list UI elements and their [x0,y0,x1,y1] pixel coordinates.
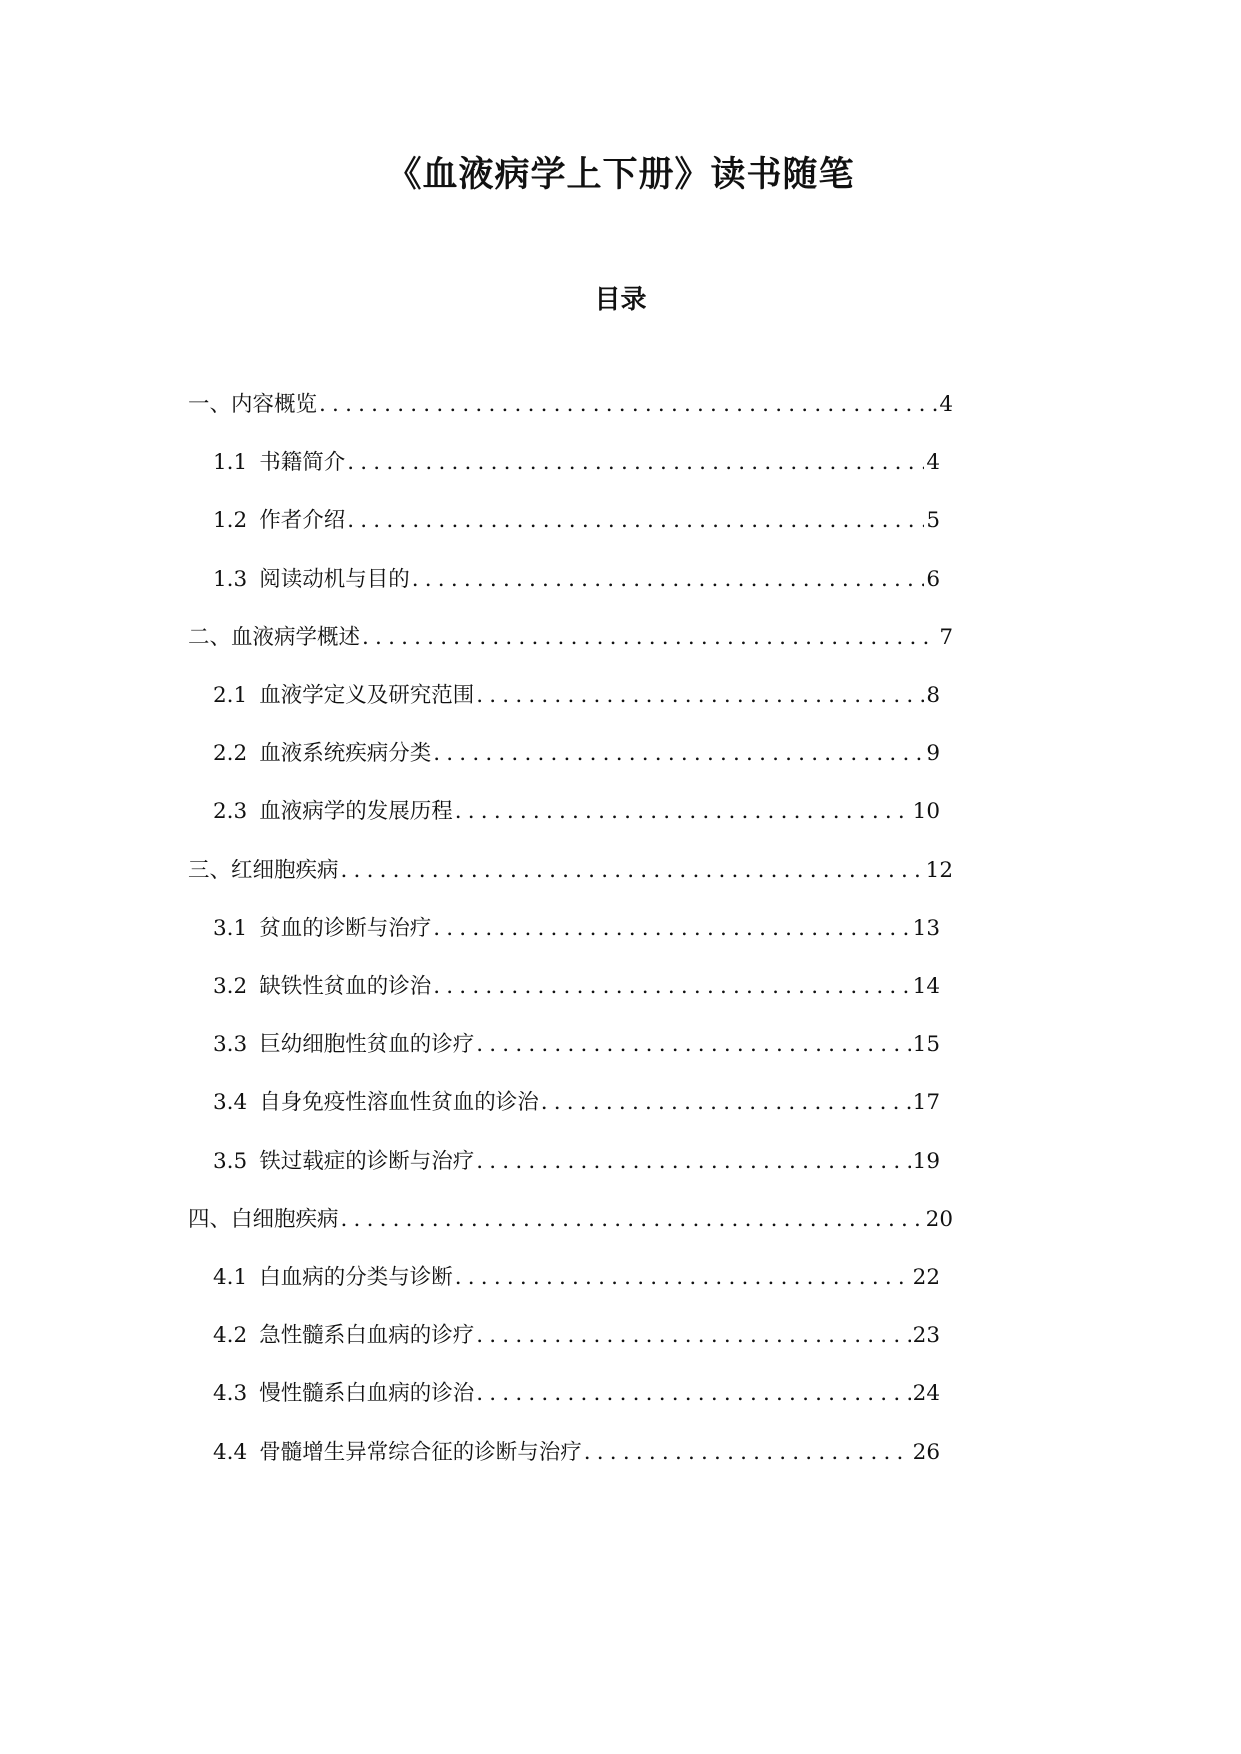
toc-entry-label: 书籍简介 [259,450,346,476]
toc-dot-leader [362,618,937,658]
toc-dot-leader [347,501,924,541]
toc-entry-label: 血液学定义及研究范围 [259,683,475,708]
toc-entry-label: 急性髓系白血病的诊疗 [259,1323,475,1349]
toc-dot-leader [433,967,910,1007]
toc-entry-label: 白血病的分类与诊断 [259,1265,453,1290]
toc-section-entry[interactable] [213,1083,940,1123]
toc-dot-leader [319,385,937,425]
toc-entry-number: 1.1 [213,450,248,476]
toc-page-number: 20 [925,1206,953,1232]
toc-section-entry[interactable] [213,909,940,949]
toc-page-number: 23 [912,1323,940,1349]
toc-chapter-entry[interactable] [188,385,953,425]
toc-page-number: 19 [912,1148,940,1174]
toc-dot-leader [476,676,924,716]
toc-section-entry[interactable] [213,792,940,832]
toc-entry-label: 缺铁性贫血的诊治 [259,974,432,999]
toc-dot-leader [341,851,924,891]
toc-entry-number: 2.3 [213,799,248,825]
toc-chapter-entry[interactable] [188,851,953,891]
toc-page-number: 5 [926,508,940,534]
toc-section-entry[interactable] [213,1142,940,1182]
toc-entry-label: 一、内容概览 [188,392,318,417]
toc-entry-label: 血液系统疾病分类 [259,741,432,767]
toc-section-entry[interactable] [213,501,940,541]
toc-entry-number: 3.1 [213,915,248,941]
toc-entry-label: 贫血的诊断与治疗 [259,915,432,941]
toc-entry-number: 2.2 [213,741,248,767]
toc-entry-number: 3.3 [213,1032,248,1058]
toc-entry-number: 3.2 [213,974,248,999]
toc-page-number: 10 [912,799,940,825]
toc-dot-leader [476,1316,910,1356]
toc-entry-label: 四、白细胞疾病 [188,1206,339,1232]
toc-page-number: 17 [912,1090,940,1116]
toc-entry-number: 1.2 [213,508,248,534]
toc-page-number: 22 [912,1265,940,1290]
toc-entry-number: 3.4 [213,1090,248,1116]
toc-dot-leader [341,1200,924,1240]
toc-section-entry[interactable] [213,560,940,600]
toc-entry-number: 4.1 [213,1265,248,1290]
toc-page-number: 4 [926,450,940,476]
toc-entry-label: 三、红细胞疾病 [188,857,339,883]
toc-entry-label: 自身免疫性溶血性贫血的诊治 [259,1090,539,1116]
toc-section-entry[interactable] [213,1316,940,1356]
toc-entry-label: 二、血液病学概述 [188,624,361,650]
toc-entry-label: 阅读动机与目的 [259,566,410,592]
toc-section-entry[interactable] [213,967,940,1007]
toc-dot-leader [433,909,910,949]
toc-section-entry[interactable] [213,1433,940,1473]
toc-entry-label: 作者介绍 [259,508,346,534]
toc-dot-leader [584,1433,911,1473]
toc-dot-leader [347,443,924,483]
toc-entry-number: 4.3 [213,1381,248,1407]
toc-page-number: 14 [912,974,940,999]
toc-page-number: 8 [926,683,940,708]
toc-page-number: 26 [912,1439,940,1465]
document-title: 《血液病学上下册》读书随笔 [386,154,855,195]
toc-entry-label: 铁过载症的诊断与治疗 [259,1148,475,1174]
toc-entry-label: 血液病学的发展历程 [259,799,453,825]
toc-dot-leader [433,734,924,774]
toc-dot-leader [455,1258,911,1298]
toc-heading: 目录 [594,285,647,315]
toc-page-number: 13 [912,915,940,941]
toc-entry-number: 4.4 [213,1439,248,1465]
toc-entry-number: 2.1 [213,683,248,708]
toc-entry-label: 慢性髓系白血病的诊治 [259,1381,475,1407]
toc-section-entry[interactable] [213,676,940,716]
toc-page-number: 9 [926,741,940,767]
toc-chapter-entry[interactable] [188,618,953,658]
toc-page-number: 4 [939,392,953,417]
toc-page-number: 7 [939,624,953,650]
toc-section-entry[interactable] [213,1025,940,1065]
toc-chapter-entry[interactable] [188,1200,953,1240]
toc-section-entry[interactable] [213,1374,940,1414]
toc-dot-leader [455,792,911,832]
toc-dot-leader [412,560,925,600]
toc-dot-leader [476,1142,910,1182]
toc-dot-leader [541,1083,911,1123]
toc-page-number: 6 [926,566,940,592]
toc-page-number: 12 [925,857,953,883]
toc-dot-leader [476,1374,910,1414]
toc-entry-number: 3.5 [213,1148,248,1174]
toc-entry-label: 骨髓增生异常综合征的诊断与治疗 [259,1439,582,1465]
toc-entry-number: 1.3 [213,566,248,592]
toc-section-entry[interactable] [213,1258,940,1298]
toc-entry-label: 巨幼细胞性贫血的诊疗 [259,1032,475,1058]
toc-page-number: 15 [912,1032,940,1058]
toc-entry-number: 4.2 [213,1323,248,1349]
toc-page-number: 24 [912,1381,940,1407]
toc-section-entry[interactable] [213,443,940,483]
toc-section-entry[interactable] [213,734,940,774]
toc-dot-leader [476,1025,910,1065]
